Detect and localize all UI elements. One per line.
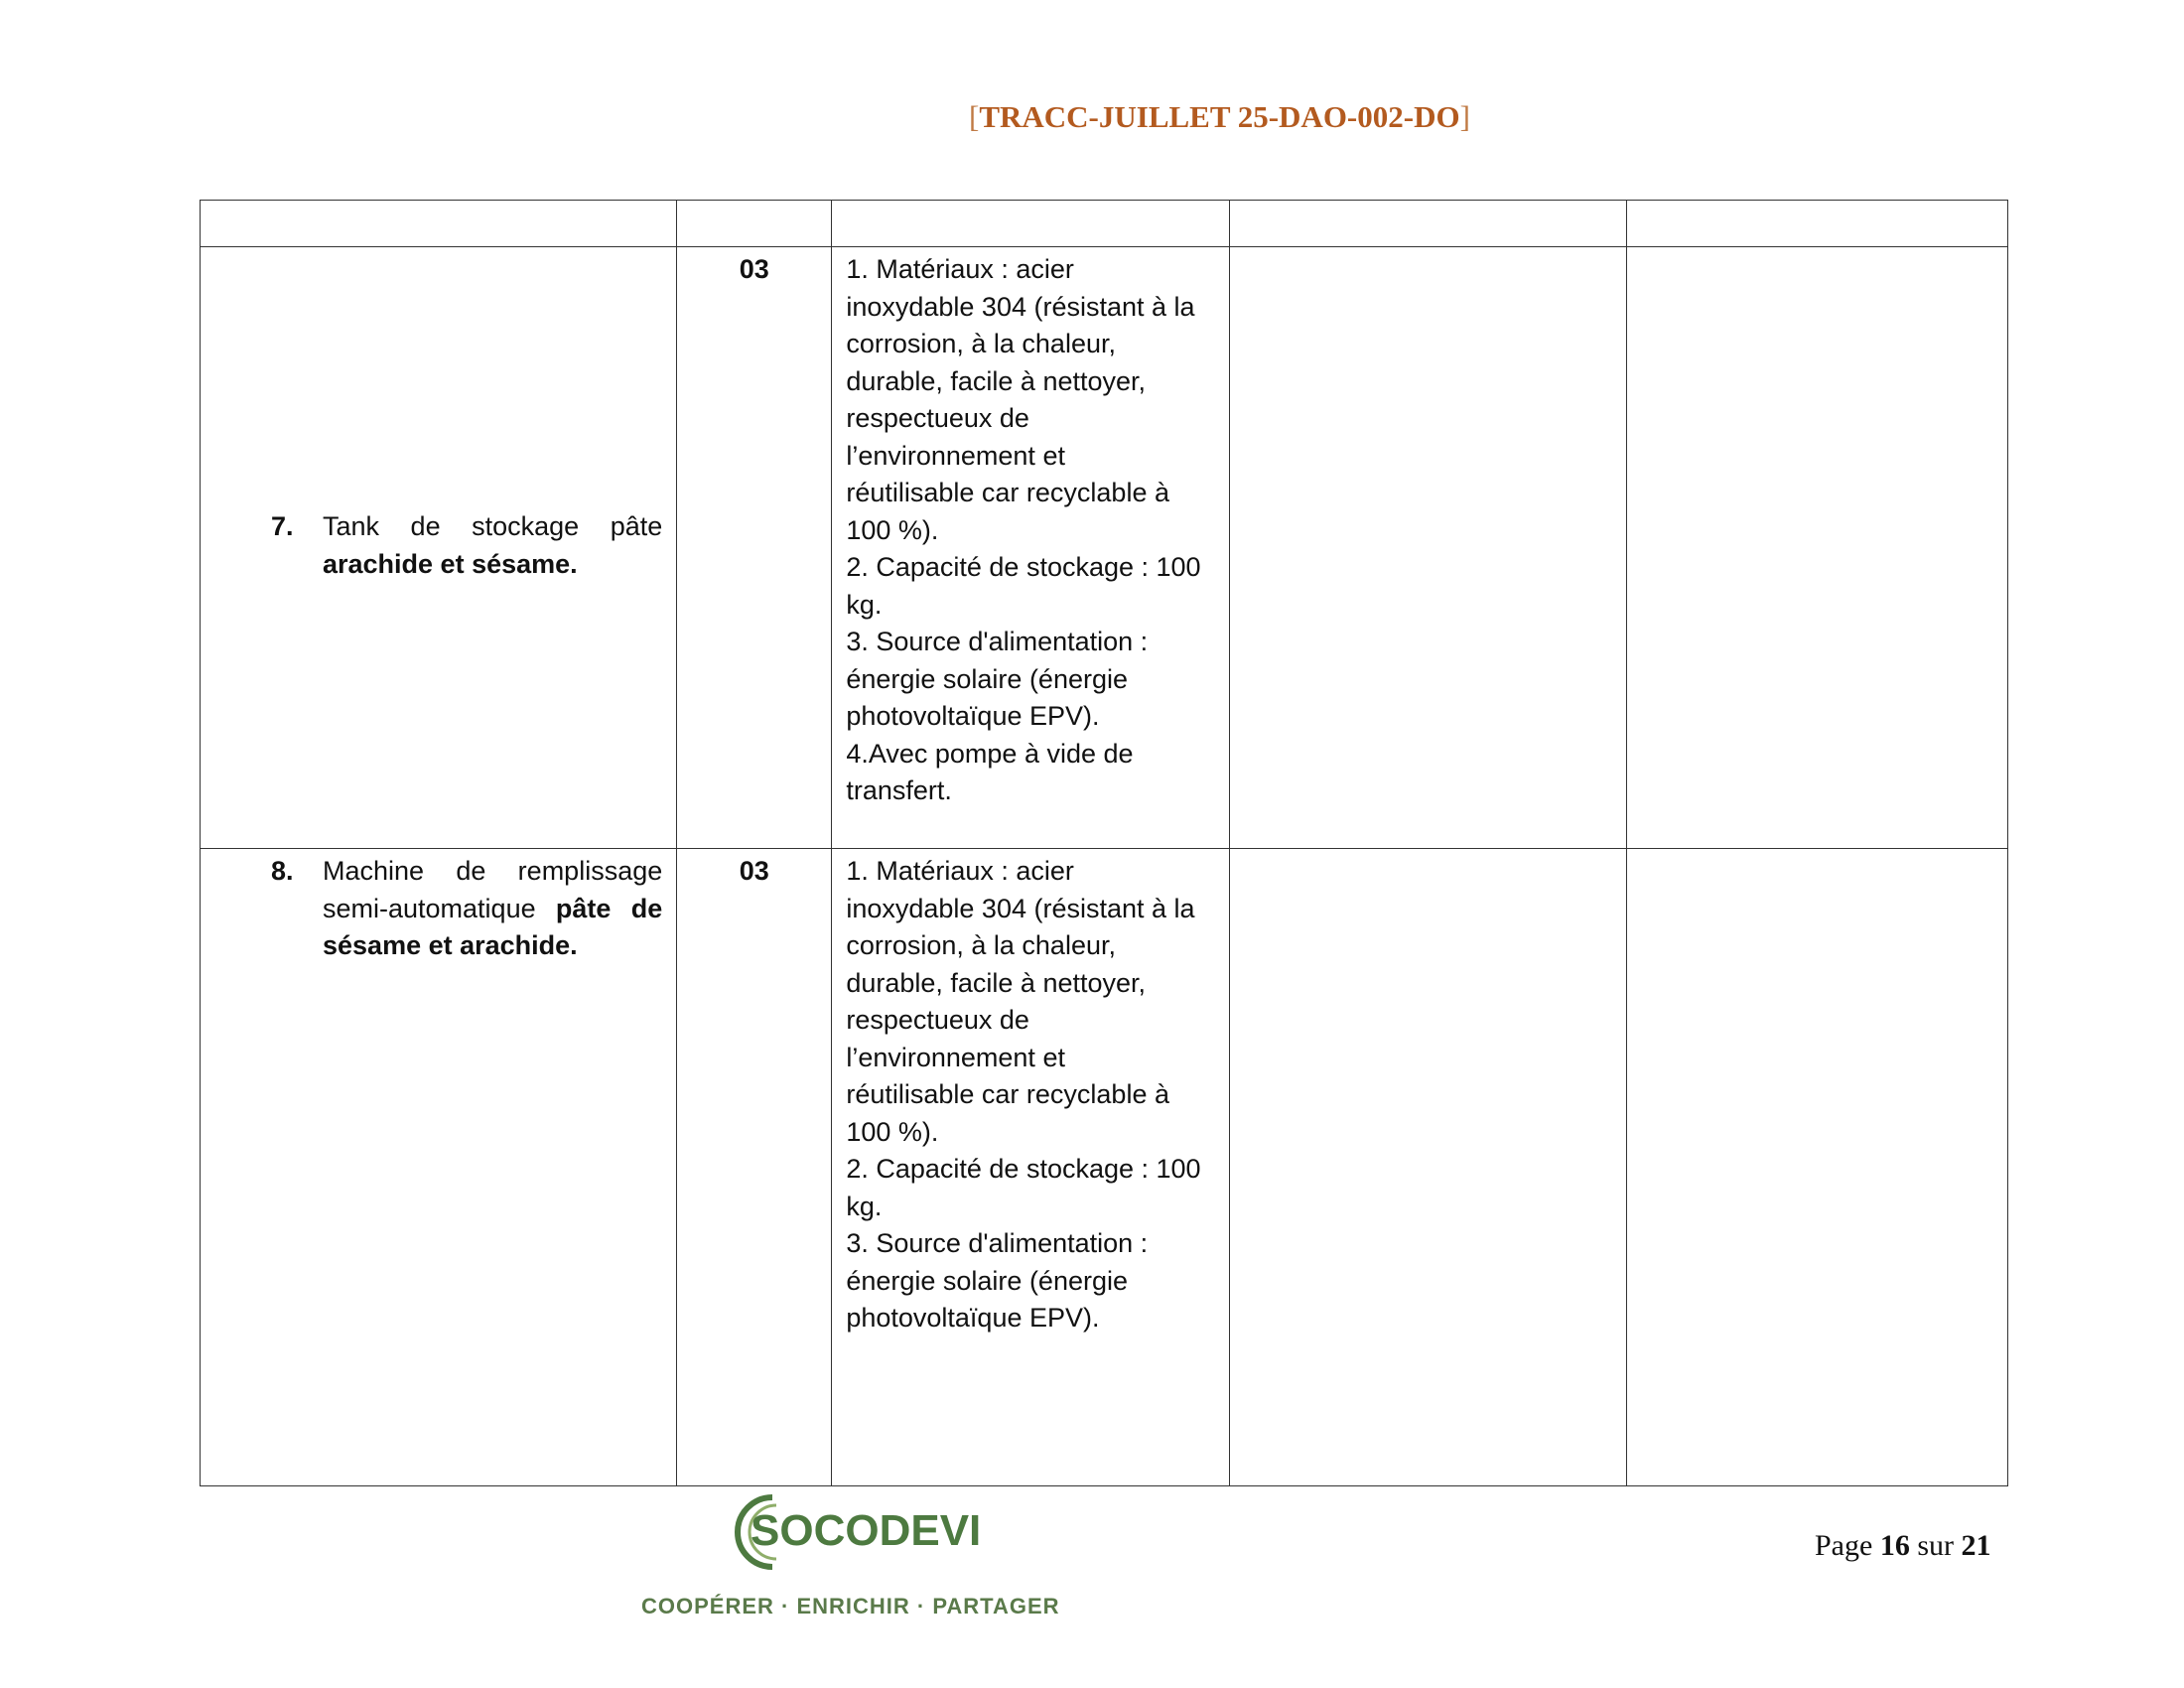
empty-cell <box>832 201 1229 247</box>
page-total: 21 <box>1961 1529 1991 1562</box>
empty-cell <box>1626 247 2007 849</box>
table-row <box>201 849 2008 1486</box>
item-name-bold: arachide et sésame. <box>323 548 578 579</box>
page-separator: sur <box>1909 1529 1962 1562</box>
item-specifications <box>832 849 1229 1486</box>
spec-line: 3. Source d'alimentation : <box>846 1228 1149 1258</box>
spec-line: 2. Capacité de stockage : 100 <box>846 1154 1201 1184</box>
empty-cell <box>201 201 677 247</box>
spec-line: kg. <box>846 1191 883 1221</box>
page-number <box>1815 1529 1991 1563</box>
spec-line: photovoltaïque EPV). <box>846 1303 1100 1333</box>
spec-line: 100 %). <box>846 514 939 545</box>
spec-line: respectueux de <box>846 1005 1029 1035</box>
item-quantity: 03 <box>677 247 832 849</box>
table-row <box>201 247 2008 849</box>
item-name-bold: pâte de sésame et arachide. <box>323 893 663 960</box>
empty-cell <box>1626 201 2007 247</box>
spec-line: corrosion, à la chaleur, <box>846 930 1116 960</box>
logo-tagline: COOPÉRER · ENRICHIR · PARTAGER <box>641 1594 1060 1618</box>
spec-line: énergie solaire (énergie <box>846 1265 1128 1296</box>
page-current: 16 <box>1879 1529 1910 1562</box>
spec-line: 2. Capacité de stockage : 100 <box>846 552 1201 582</box>
item-specifications <box>832 247 1229 849</box>
document-reference-header <box>969 99 1485 135</box>
item-name-plain: Tank de stockage pâte <box>323 511 663 541</box>
spec-line: 1. Matériaux : acier <box>846 254 1074 284</box>
spec-line: transfert. <box>846 775 952 805</box>
bracket-close: ] <box>1459 99 1470 134</box>
item-name-cell <box>201 849 677 1486</box>
equipment-table <box>200 200 2008 1486</box>
spec-line: durable, facile à nettoyer, <box>846 967 1147 998</box>
bracket-open: [ <box>969 99 980 134</box>
empty-cell <box>1229 201 1626 247</box>
item-number: 7. <box>271 511 294 541</box>
item-name-plain: Machine de remplissage semi-automatique <box>323 856 663 923</box>
spec-line: corrosion, à la chaleur, <box>846 329 1116 358</box>
spec-line: inoxydable 304 (résistant à la <box>846 893 1195 923</box>
spec-line: photovoltaïque EPV). <box>846 701 1100 731</box>
spec-line: durable, facile à nettoyer, <box>846 365 1147 396</box>
socodevi-logo-text: SOCODEVI <box>751 1506 982 1555</box>
item-number: 8. <box>271 856 294 886</box>
empty-cell <box>1229 247 1626 849</box>
reference-code: TRACC-JUILLET 25-DAO-002-DO <box>979 99 1460 134</box>
item-quantity: 03 <box>677 849 832 1486</box>
spec-line: l’environnement et <box>846 440 1065 471</box>
spec-line: 1. Matériaux : acier <box>846 856 1074 886</box>
spec-line: réutilisable car recyclable à <box>846 478 1169 507</box>
spec-line: l’environnement et <box>846 1042 1065 1072</box>
spec-line: 3. Source d'alimentation : <box>846 627 1149 656</box>
spec-line: 100 %). <box>846 1116 939 1147</box>
page-label: Page <box>1815 1529 1880 1562</box>
spec-line: réutilisable car recyclable à <box>846 1079 1169 1109</box>
item-name-cell <box>201 247 677 849</box>
spec-line: inoxydable 304 (résistant à la <box>846 291 1195 322</box>
item-name <box>323 853 662 965</box>
empty-cell <box>1229 849 1626 1486</box>
item-name <box>323 508 662 583</box>
empty-cell <box>1626 849 2007 1486</box>
spec-line: 4.Avec pompe à vide de <box>846 738 1134 769</box>
empty-cell <box>677 201 832 247</box>
spec-line: respectueux de <box>846 403 1029 433</box>
table-header-row <box>201 201 2008 247</box>
spec-line: énergie solaire (énergie <box>846 663 1128 694</box>
spec-line: kg. <box>846 589 883 620</box>
